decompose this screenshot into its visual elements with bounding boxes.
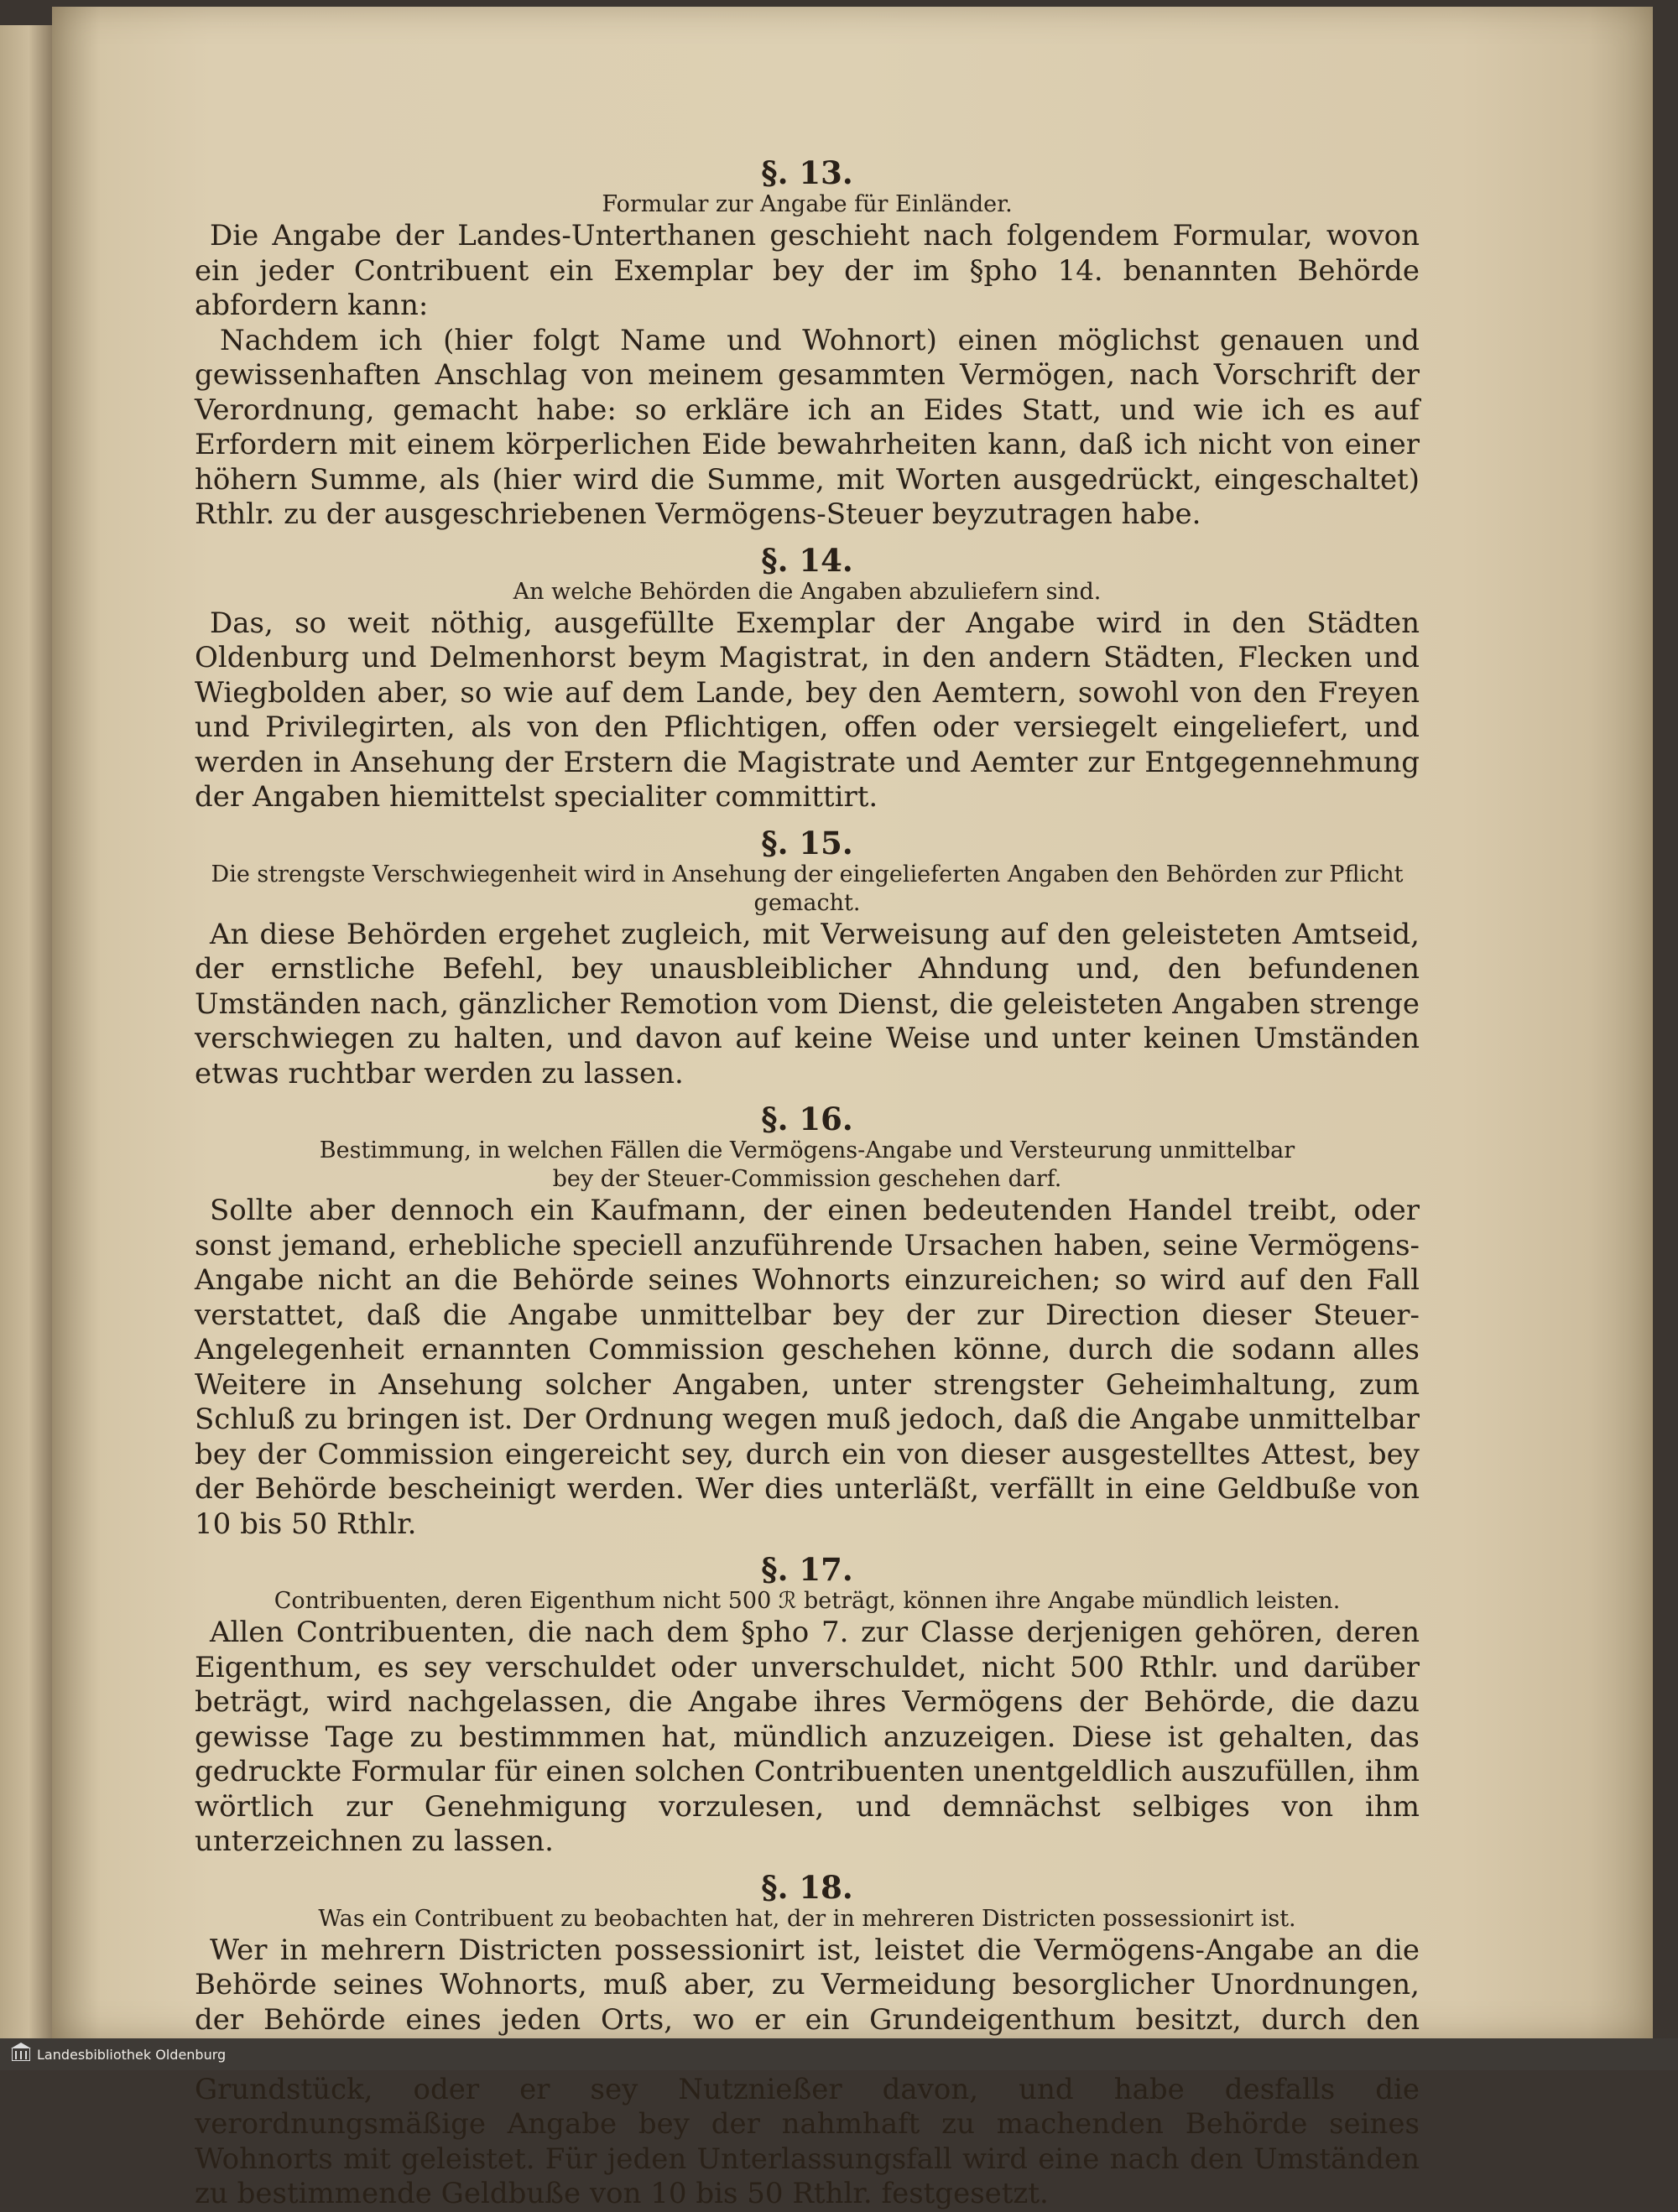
section-number: §. 14. (761, 541, 853, 579)
section-title: An welche Behörden die Angaben abzuliefern sind. (513, 578, 1102, 605)
paragraph: Das, so weit nöthig, ausgefüllte Exemplar der Angabe wird in den Städten Oldenburg und Delmenhorst beym Magistrat, in den andern Städten, Flecken und Wiegbolden aber, so wie auf dem Lande, bey den Aemtern, sowohl von den Freyen und Privilegirten, als von den Pflichtigen, offen oder versiegelt eingeliefert, und werden in Ansehung der Erstern die Magistrate und Aemter zur Entgegennehmung der Angaben hiemittelst specialiter committirt. (195, 606, 1420, 814)
section-title: Die strengste Verschwiegenheit wird in Ansehung der eingelieferten Angaben den Behörden zur Pflicht gemacht. (211, 861, 1404, 916)
paragraph: An diese Behörden ergehet zugleich, mit Verweisung auf den geleisteten Amtseid, der ernstliche Befehl, bey unausbleiblicher Ahndung und, den befundenen Umständen nach, gänzlicher Remotion vom Dienst, die geleisteten Angaben strenge verschwiegen zu halten, und davon auf keine Weise und unter keinen Umständen etwas ruchtbar werden zu lassen. (195, 917, 1420, 1090)
paragraph: Sollte aber dennoch ein Kaufmann, der einen bedeutenden Handel treibt, oder sonst jemand, erhebliche speciell anzuführende Ursachen haben, seine Vermögens-Angabe nicht an die Behörde seines Wohnorts einzureichen; so wird auf den Fall verstattet, daß die Angabe unmittelbar bey der zur Direction dieser Steuer-Angelegenheit ernannten Commission geschehen könne, durch die sodann alles Weitere in Ansehung solcher Angaben, unter strengster Geheimhaltung, zum Schluß zu bringen ist. Der Ordnung wegen muß jedoch, daß die Angabe unmittelbar bey der Commission eingereicht sey, durch ein von dieser ausgestelltes Attest, bey der Behörde bescheinigt werden. Wer dies unterläßt, verfällt in eine Geldbuße von 10 bis 50 Rthlr. (195, 1194, 1420, 1541)
section-title-line-2: bey der Steuer-Commission geschehen darf. (552, 1166, 1062, 1192)
library-name: Landesbibliothek Oldenburg (37, 2046, 227, 2063)
section-14 (195, 543, 1420, 815)
section-number: §. 13. (761, 154, 853, 191)
section-16 (195, 1101, 1420, 1542)
paragraph: Wer in mehrern Districten possessionirt ist, leistet die Vermögens-Angabe an die Behörde seines Wohnorts, muß aber, zu Vermeidung besorglicher Unordnungen, der Behörde eines jeden Orts, wo er ein Grundeigenthum besitzt, durch den Grundstück, oder er sey Nutznießer davon, und habe desfalls die verordnungsmäßige Angabe bey der nahmhaft zu machenden Behörde seines Wohnorts mit geleistet. Für jeden Unterlassungsfall wird eine nach den Umständen zu bestimmende Geldbuße von 10 bis 50 Rthlr. festgesetzt. (195, 1933, 1420, 2210)
paragraph: Allen Contribuenten, die nach dem §pho 7. zur Classe derjenigen gehören, deren Eigenthum, es sey verschuldet oder unverschuldet, nicht 500 Rthlr. und darüber beträgt, wird nachgelassen, die Angabe ihres Vermögens der Behörde, die dazu gewisse Tage zu bestimmmen hat, mündlich anzuzeigen. Diese ist gehalten, das gedruckte Formular für einen solchen Contribuenten unentgeldlich auszufüllen, ihm wörtlich zur Genehmigung vorzulesen, und demnächst selbiges von ihm unterzeichnen zu lassen. (195, 1616, 1420, 1858)
section-number: §. 15. (761, 824, 853, 861)
section-title: Bestimmung, in welchen Fällen die Vermögens-Angabe und Versteurung unmittelbar (319, 1137, 1295, 1163)
section-13 (195, 155, 1420, 533)
section-number: §. 18. (761, 1868, 853, 1906)
section-17 (195, 1552, 1420, 1860)
section-title: Was ein Contribuent zu beobachten hat, der in mehreren Districten possessionirt ist. (318, 1905, 1296, 1932)
section-15 (195, 825, 1420, 1092)
section-number: §. 17. (761, 1551, 853, 1588)
section-number: §. 16. (761, 1101, 853, 1137)
section-title: Formular zur Angabe für Einländer. (602, 191, 1013, 217)
library-footer-bar (0, 2038, 1678, 2070)
section-title: Contribuenten, deren Eigenthum nicht 500 ℛ beträgt, können ihre Angabe mündlich leisten. (274, 1588, 1341, 1614)
previous-page-edge (0, 25, 55, 2038)
paragraph: Nachdem ich (hier folgt Name und Wohnort) einen möglichst genauen und gewissenhaften Anschlag von meinem gesammten Vermögen, nach Vorschrift der Verordnung, gemacht habe: so erkläre ich an Eides Statt, und wie ich es auf Erfordern mit einem körperlichen Eide bewahrheiten kann, daß ich nicht von einer höhern Summe, als (hier wird die Summe, mit Worten ausgedrückt, eingeschaltet) Rthlr. zu der ausgeschriebenen Vermögens-Steuer beyzutragen habe. (195, 323, 1420, 531)
library-building-icon (12, 2048, 30, 2061)
paragraph: Die Angabe der Landes-Unterthanen geschieht nach folgendem Formular, wovon ein jeder Contribuent ein Exemplar bey der im §pho 14. benannten Behörde abfordern kann: (195, 219, 1420, 322)
page-text (195, 155, 1420, 2212)
